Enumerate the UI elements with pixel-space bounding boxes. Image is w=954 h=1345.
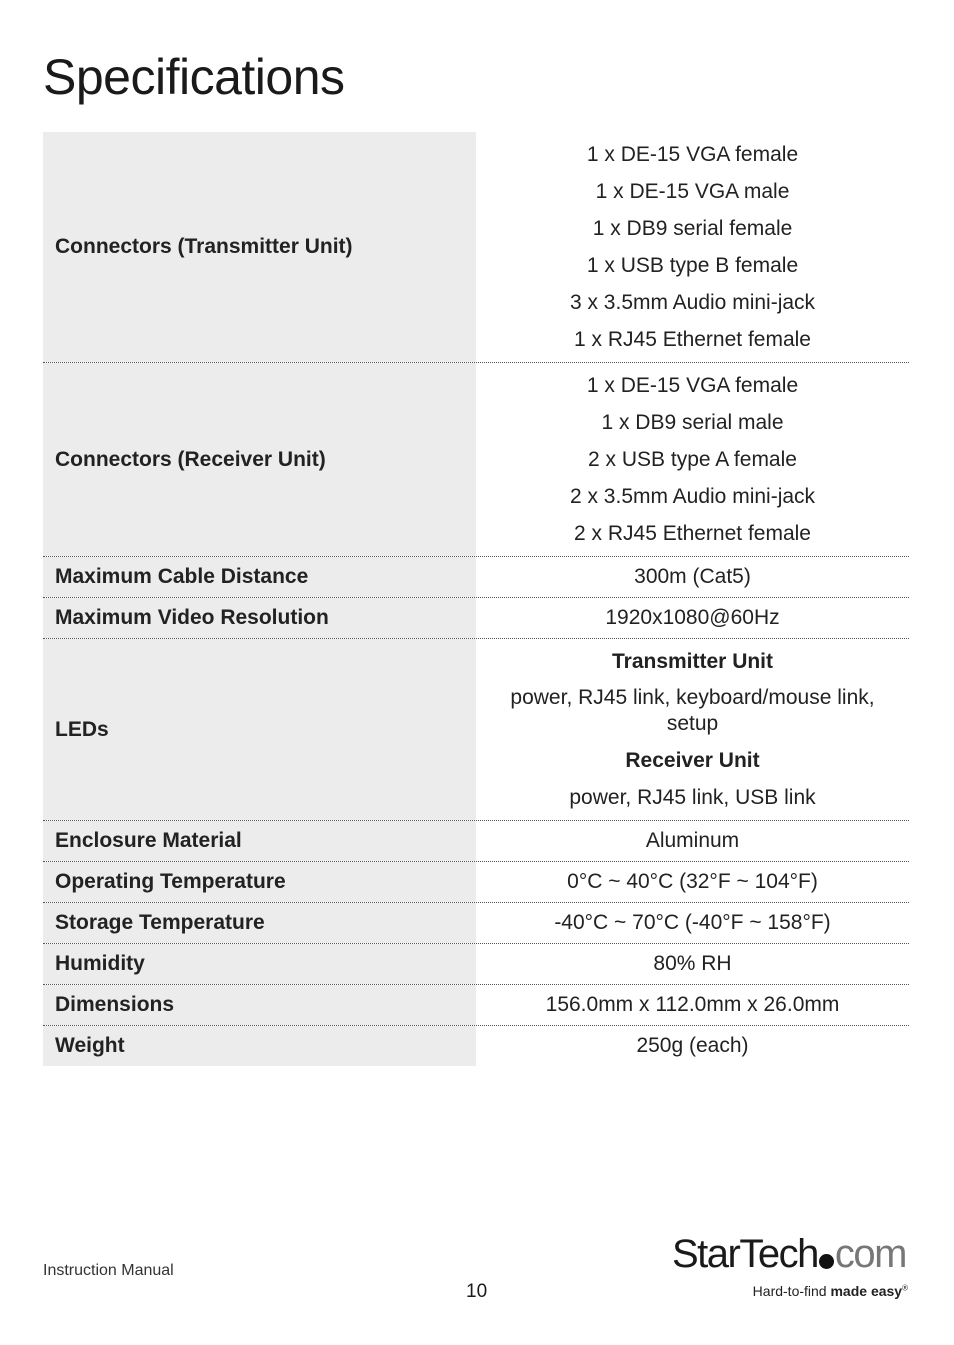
logo-tagline-bold: made easy (830, 1283, 903, 1299)
spec-value-line: 2 x USB type A female (588, 447, 797, 471)
spec-row-humidity (43, 944, 909, 985)
spec-label: Weight (43, 1026, 476, 1066)
spec-value (476, 639, 909, 820)
logo-domain: com (834, 1232, 906, 1276)
spec-row-leds (43, 639, 909, 821)
page-title: Specifications (43, 49, 345, 105)
logo-tagline (753, 1283, 908, 1299)
spec-value-line: 0°C ~ 40°C (32°F ~ 104°F) (567, 870, 818, 893)
spec-label: Dimensions (43, 985, 476, 1025)
spec-label: Storage Temperature (43, 903, 476, 943)
spec-row-weight (43, 1026, 909, 1066)
spec-table (43, 132, 909, 1066)
startech-logo (672, 1232, 912, 1307)
spec-value (476, 985, 909, 1025)
spec-value-line: 1920x1080@60Hz (605, 606, 780, 629)
spec-value-line: 250g (each) (636, 1034, 749, 1057)
spec-label: Maximum Cable Distance (43, 557, 476, 597)
spec-value (476, 132, 909, 362)
logo-dot-icon (819, 1254, 834, 1269)
spec-value (476, 821, 909, 861)
spec-value (476, 598, 909, 638)
spec-value-line: 2 x RJ45 Ethernet female (574, 521, 811, 545)
spec-value-line: 1 x DB9 serial female (592, 216, 793, 240)
spec-label: Connectors (Receiver Unit) (43, 363, 476, 556)
spec-label: Connectors (Transmitter Unit) (43, 132, 476, 362)
spec-row-enclosure (43, 821, 909, 862)
spec-value (476, 1026, 909, 1066)
spec-value-line: 1 x DE-15 VGA male (595, 179, 790, 203)
logo-wordmark (672, 1232, 912, 1276)
registered-mark: ® (902, 1283, 908, 1293)
spec-value (476, 557, 909, 597)
spec-value-line: Aluminum (645, 829, 740, 852)
spec-value (476, 363, 909, 556)
spec-row-dimensions (43, 985, 909, 1026)
spec-value-line: 1 x DE-15 VGA female (586, 373, 799, 397)
spec-row-receiver-connectors (43, 363, 909, 557)
spec-row-video-resolution (43, 598, 909, 639)
spec-label: LEDs (43, 639, 476, 820)
spec-value-line: 80% RH (653, 952, 732, 975)
spec-row-operating-temperature (43, 862, 909, 903)
spec-value-line: 2 x 3.5mm Audio mini-jack (569, 484, 816, 508)
page-number: 10 (466, 1281, 488, 1302)
spec-value (476, 903, 909, 943)
spec-value (476, 944, 909, 984)
spec-value-line: 1 x RJ45 Ethernet female (574, 327, 811, 351)
spec-row-storage-temperature (43, 903, 909, 944)
spec-value-line: 3 x 3.5mm Audio mini-jack (569, 290, 816, 314)
spec-value-subheading: Receiver Unit (625, 748, 760, 772)
spec-label: Enclosure Material (43, 821, 476, 861)
logo-name: StarTech (672, 1232, 818, 1276)
spec-label: Operating Temperature (43, 862, 476, 902)
spec-value-line: 1 x USB type B female (586, 253, 799, 277)
spec-label: Maximum Video Resolution (43, 598, 476, 638)
spec-value (476, 862, 909, 902)
spec-value-line: 1 x DB9 serial male (601, 410, 784, 434)
spec-row-transmitter-connectors (43, 132, 909, 363)
spec-label: Humidity (43, 944, 476, 984)
spec-value-line: 300m (Cat5) (634, 565, 751, 588)
footer-document-name: Instruction Manual (43, 1262, 174, 1279)
spec-value-line: 1 x DE-15 VGA female (586, 142, 799, 166)
spec-value-line: -40°C ~ 70°C (-40°F ~ 158°F) (554, 911, 831, 934)
spec-value-line: power, RJ45 link, USB link (569, 785, 816, 809)
spec-value-line: 156.0mm x 112.0mm x 26.0mm (545, 993, 840, 1016)
spec-value-subheading: Transmitter Unit (611, 649, 774, 673)
logo-tagline-text: Hard-to-find (752, 1283, 831, 1299)
spec-row-cable-distance (43, 557, 909, 598)
spec-value-line: power, RJ45 link, keyboard/mouse link, setup (510, 686, 875, 735)
